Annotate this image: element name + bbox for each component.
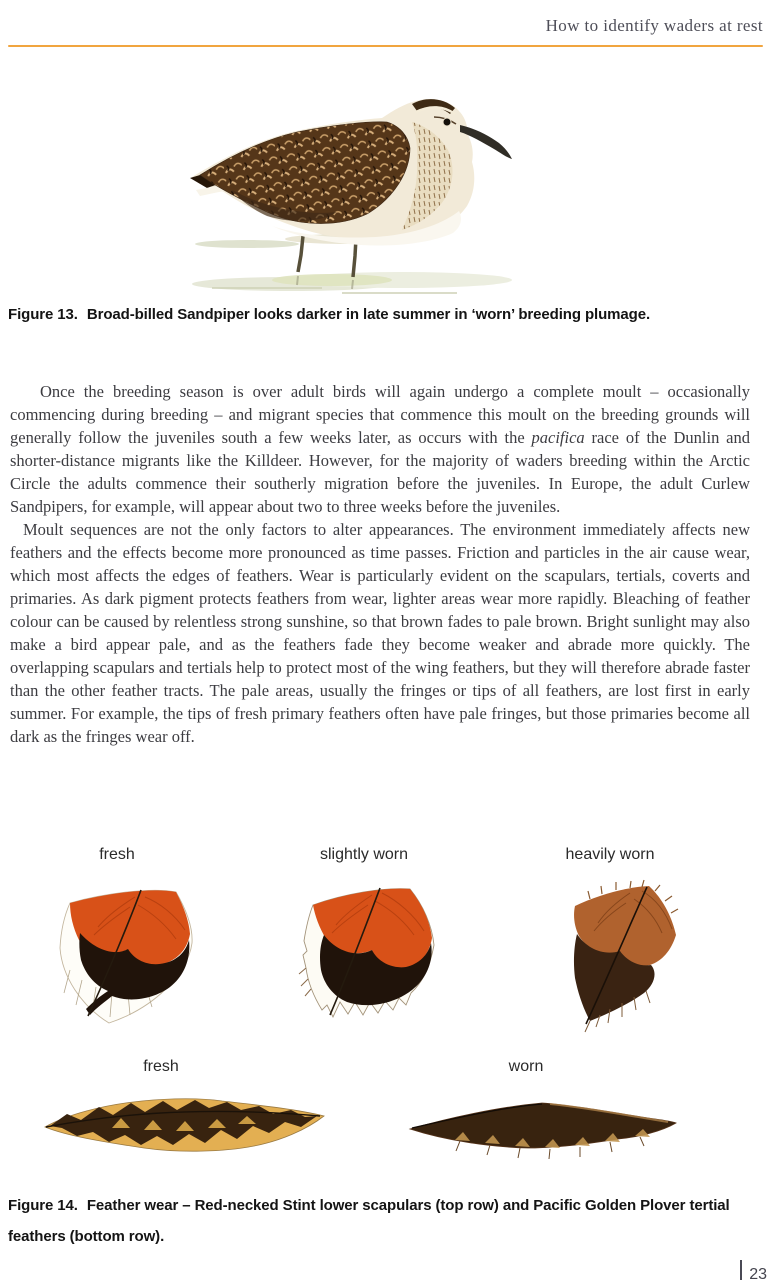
heavily-worn-scapular-feather <box>530 875 760 1045</box>
para1-segment: race of the Dunlin and shorter-distance migrants like the Killdeer. However, for the majority of waders breeding within the Arctic Circle the adults commence their southerly migration before the juveniles. In Europe, the adult Curlew Sandpipers, for example, will appear about two to three weeks before the juveniles. <box>10 428 751 516</box>
body-text <box>10 380 750 748</box>
running-header: How to identify waders at rest <box>545 16 763 35</box>
label-fresh-tertial: fresh <box>143 1058 179 1075</box>
fresh-scapular-feather <box>30 875 260 1045</box>
sandpiper-illustration <box>172 80 532 310</box>
worn-tertial-feather <box>400 1090 760 1180</box>
bird-body <box>190 99 474 245</box>
figure13-caption-text: Broad-billed Sandpiper looks darker in late summer in ‘worn’ breeding plumage. <box>86 306 651 323</box>
label-slightly-worn: slightly worn <box>319 846 409 863</box>
page-number-value: 23 <box>749 1266 767 1280</box>
figure13-caption-label: Figure 13. <box>8 306 78 323</box>
page-number <box>740 1260 767 1280</box>
figure14-caption-text: Feather wear – Red-necked Stint lower scapulars (top row) and Pacific Golden Plover tertial feathers (bottom row). <box>8 1197 730 1245</box>
fresh-tertial-feather <box>20 1090 380 1180</box>
figure14-caption <box>8 1190 760 1252</box>
para1-segment: Once the breeding season is over adult birds will again undergo a complete moult – occasionally commencing during breeding – and migrant species that commence this moult on the breeding grounds will generally follow the juveniles south a few weeks later, as occurs with the <box>10 382 750 447</box>
header-rule <box>8 45 763 47</box>
figure14-caption-label: Figure 14. <box>8 1197 78 1214</box>
para1-italic-word: pacifica <box>531 428 585 447</box>
label-heavily-worn: heavily worn <box>565 846 655 863</box>
figure13-caption <box>8 306 753 323</box>
eye <box>443 118 451 126</box>
paragraph-feather-wear: Moult sequences are not the only factors to alter appearances. The environment immediately affects new feathers and the effects become more pronounced as time passes. Friction and particles in the air cause wear, which most affects the edges of feathers. Wear is particularly evident on the scapulars, tertials, coverts and primaries. As dark pigment protects feathers from wear, lighter areas wear more rapidly. Bleaching of feather colour can be caused by relentless strong sunshine, so that brown fades to pale brown. Bright sunlight may also make a bird appear pale, and as the feathers fade they become weaker and abrade more quickly. The overlapping scapulars and tertials help to protect most of the wing feathers, but they will therefore abrade faster than the other feather tracts. The pale areas, usually the fringes or tips of all feathers, are lost first in early summer. For example, the tips of fresh primary feathers often have pale fringes, but those primaries become all dark as the fringes wear off. <box>10 520 750 746</box>
label-worn-tertial: worn <box>508 1058 544 1075</box>
page-number-rule <box>740 1260 742 1280</box>
paragraph-moult <box>10 380 750 518</box>
slightly-worn-scapular-feather <box>280 875 510 1045</box>
label-fresh-scapular: fresh <box>99 846 135 863</box>
